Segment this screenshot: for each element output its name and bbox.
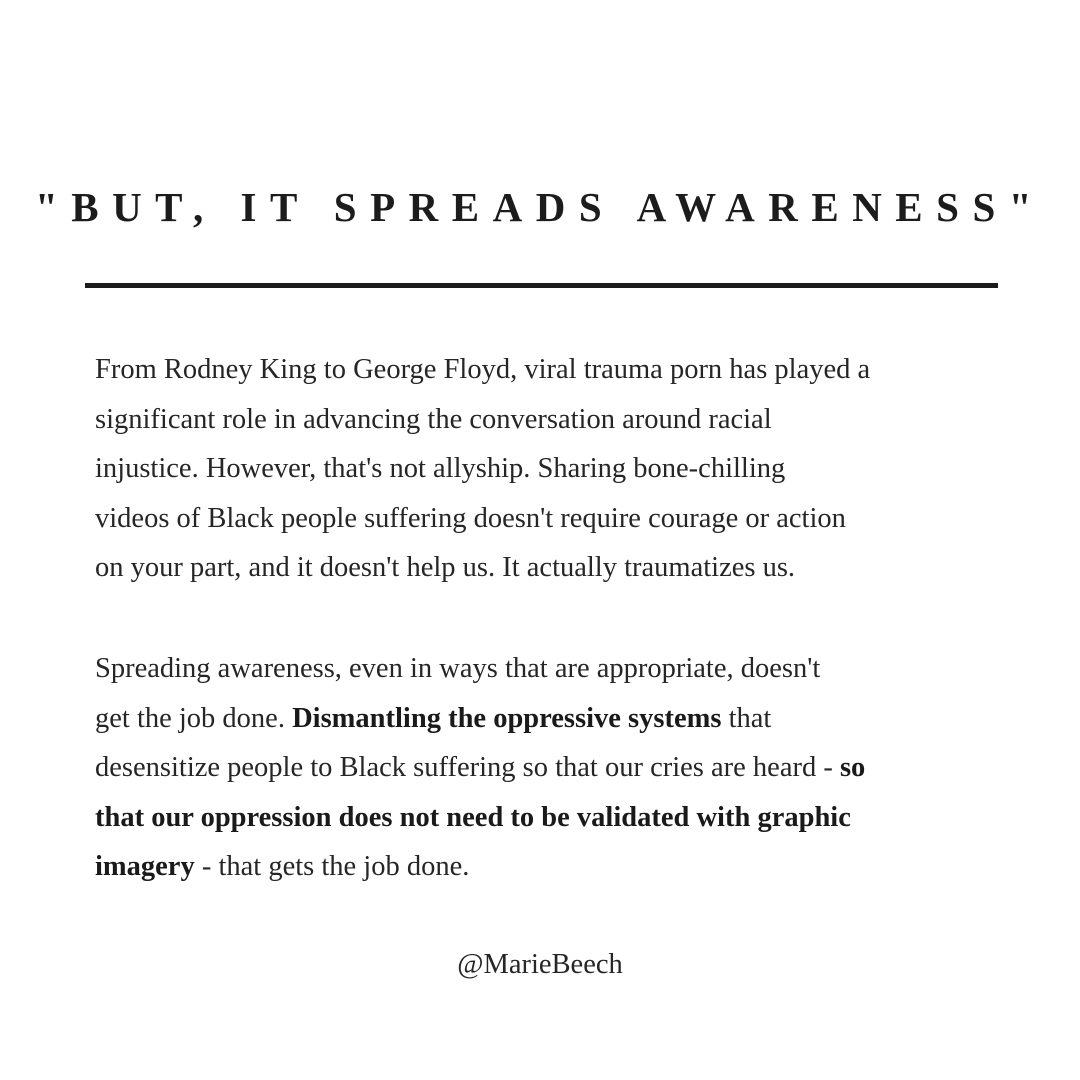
title-divider xyxy=(85,283,998,288)
paragraph-1 xyxy=(95,345,995,593)
paragraph-2-emphasis: imagery xyxy=(95,851,195,882)
paragraph-1-line: injustice. However, that's not allyship. Sharing bone-chilling xyxy=(95,453,786,484)
paragraph-2-line xyxy=(95,743,995,793)
paragraph-1-line: From Rodney King to George Floyd, viral trauma porn has played a xyxy=(95,354,871,385)
paragraph-1-line: significant role in advancing the conversation around racial xyxy=(95,403,772,435)
paragraph-1-line: on your part, and it doesn't help us. It actually traumatizes us. xyxy=(95,552,796,583)
paragraph-2-line xyxy=(95,694,995,744)
paragraph-2-line xyxy=(95,644,995,694)
paragraph-2-text: Spreading awareness, even in ways that are appropriate, doesn't xyxy=(95,653,821,684)
paragraph-2-emphasis: that our oppression does not need to be validated with graphic xyxy=(95,801,851,833)
paragraph-2-text: desensitize people to Black suffering so that our cries are heard - xyxy=(95,752,840,783)
paragraph-2-text: that xyxy=(721,702,772,734)
paragraph-2-text: get the job done. xyxy=(95,702,293,734)
paragraph-2-emphasis: so xyxy=(839,752,866,783)
paragraph-2-text: - that gets the job done. xyxy=(194,851,470,882)
paragraph-2 xyxy=(95,644,995,892)
paragraph-1-line: videos of Black people suffering doesn't require courage or action xyxy=(95,502,846,534)
paragraph-2-line xyxy=(95,842,995,892)
author-handle: @MarieBeech xyxy=(457,949,623,980)
paragraph-2-line xyxy=(95,793,995,843)
post-title: "BUT, IT SPREADS AWARENESS" xyxy=(34,184,1046,230)
paragraph-2-emphasis: Dismantling the oppressive systems xyxy=(292,702,722,734)
